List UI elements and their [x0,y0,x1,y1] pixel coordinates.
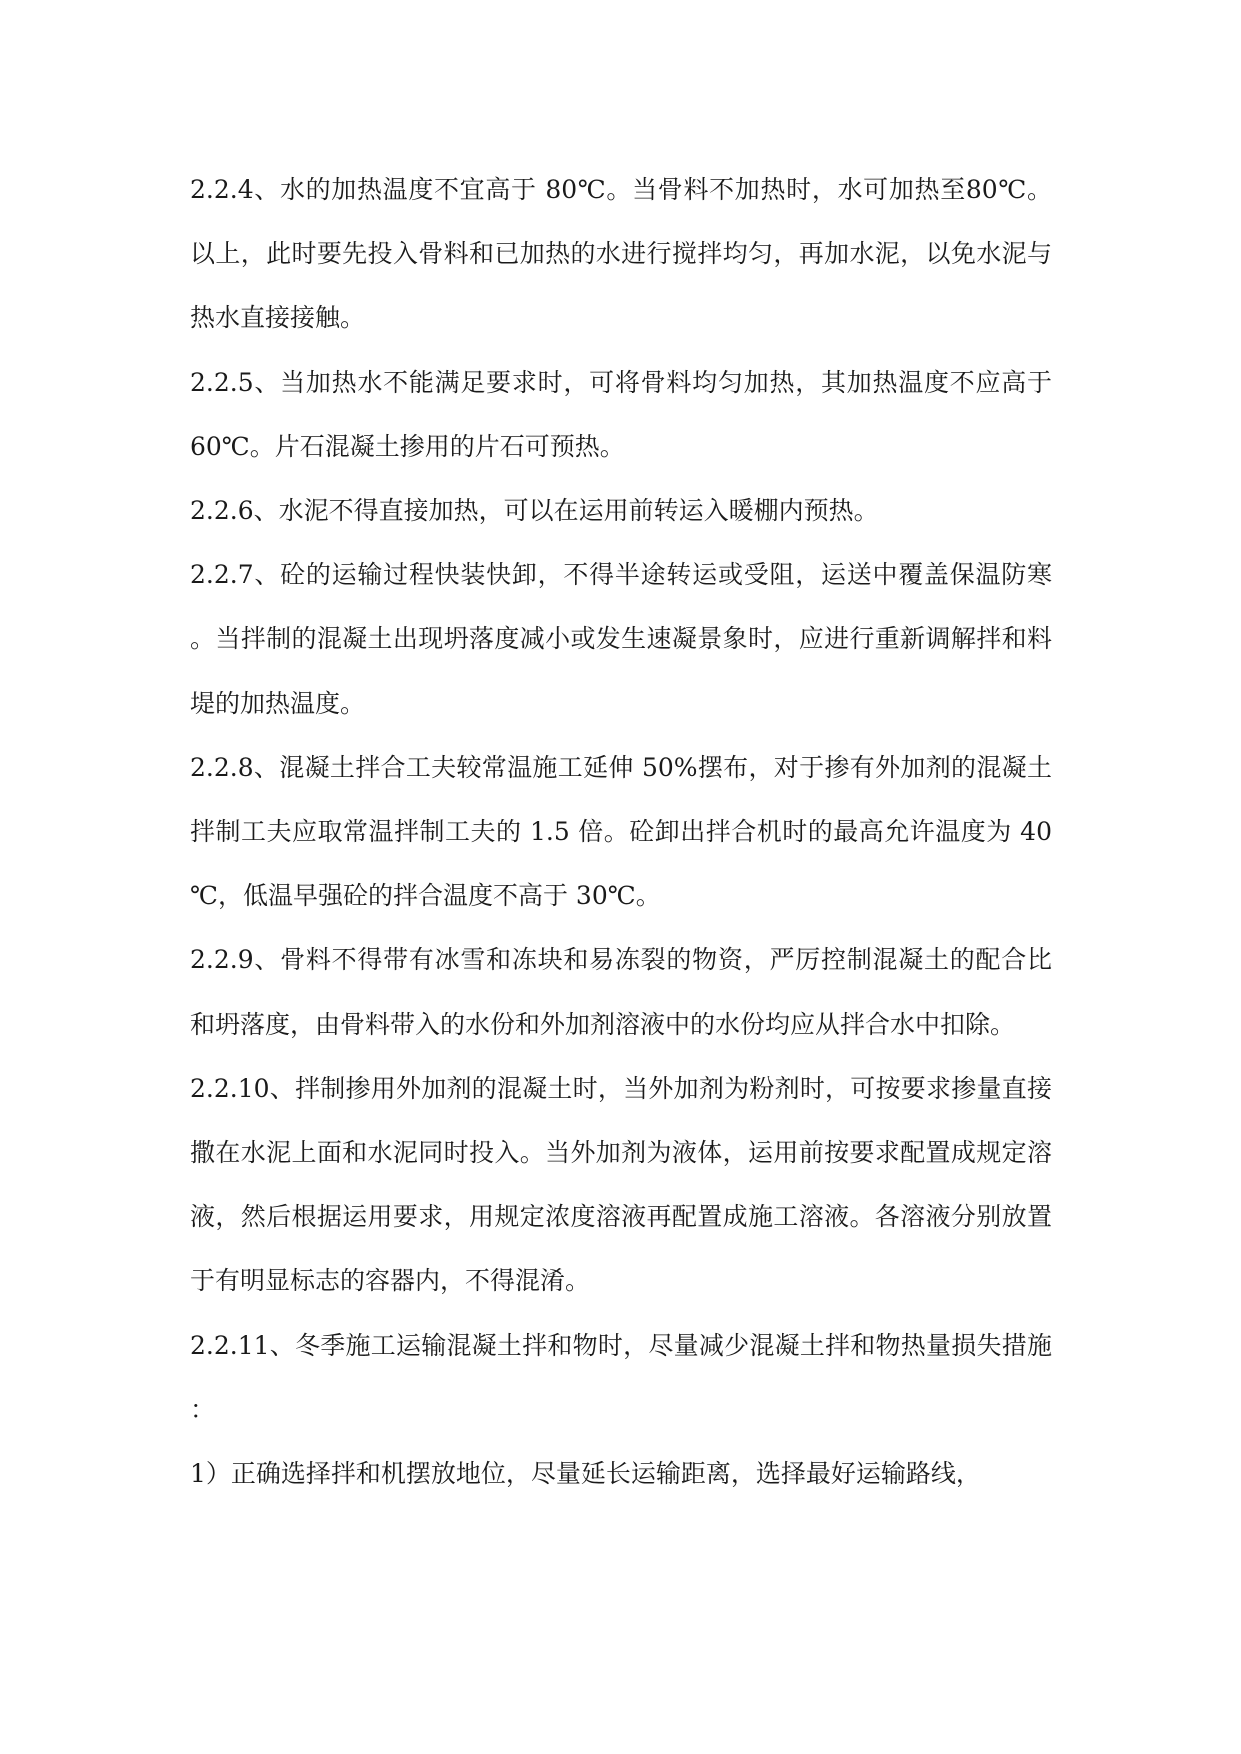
list-item-1: 1）正确选择拌和机摆放地位，尽量延长运输距离，选择最好运输路线， [190,1459,981,1489]
paragraph-2-2-4: 2.2.4、水的加热温度不宜高于 80℃。当骨料不加热时，水可加热至80℃。以上，此时要先投入骨料和已加热的水进行搅拌均匀，再加水泥，以免水泥与热水直接接触。 [190,175,1052,333]
paragraph-2-2-7: 2.2.7、砼的运输过程快装快卸，不得半途转运或受阻，运送中覆盖保温防寒。当拌制的混凝土出现坍落度减小或发生速凝景象时，应进行重新调解拌和料堤的加热温度。 [190,560,1052,718]
paragraph-2-2-5: 2.2.5、当加热水不能满足要求时，可将骨料均匀加热，其加热温度不应高于 60℃。片石混凝土掺用的片石可预热。 [190,367,1052,461]
paragraph-2-2-9: 2.2.9、骨料不得带有冰雪和冻块和易冻裂的物资，严厉控制混凝土的配合比和坍落度，由骨料带入的水份和外加剂溶液中的水份均应从拌合水中扣除。 [190,945,1052,1039]
paragraph-2-2-11: 2.2.11、冬季施工运输混凝土拌和物时，尽量减少混凝土拌和物热量损失措施： [190,1330,1052,1424]
paragraph-2-2-6: 2.2.6、水泥不得直接加热，可以在运用前转运入暖棚内预热。 [190,496,879,526]
paragraph-2-2-10: 2.2.10、拌制掺用外加剂的混凝土时，当外加剂为粉剂时，可按要求掺量直接撒在水泥上面和水泥同时投入。当外加剂为液体，运用前按要求配置成规定溶液，然后根据运用要求，用规定浓度溶液再配置成施工溶液。各溶液分别放置于有明显标志的容器内，不得混淆。 [190,1073,1052,1296]
document-body [190,158,1052,1506]
paragraph-2-2-8: 2.2.8、混凝土拌合工夫较常温施工延伸 50%摆布，对于掺有外加剂的混凝土拌制工夫应取常温拌制工夫的 1.5 倍。砼卸出拌合机时的最高允许温度为 40℃，低温早强砼的拌合温度不高于 30℃。 [190,752,1052,911]
